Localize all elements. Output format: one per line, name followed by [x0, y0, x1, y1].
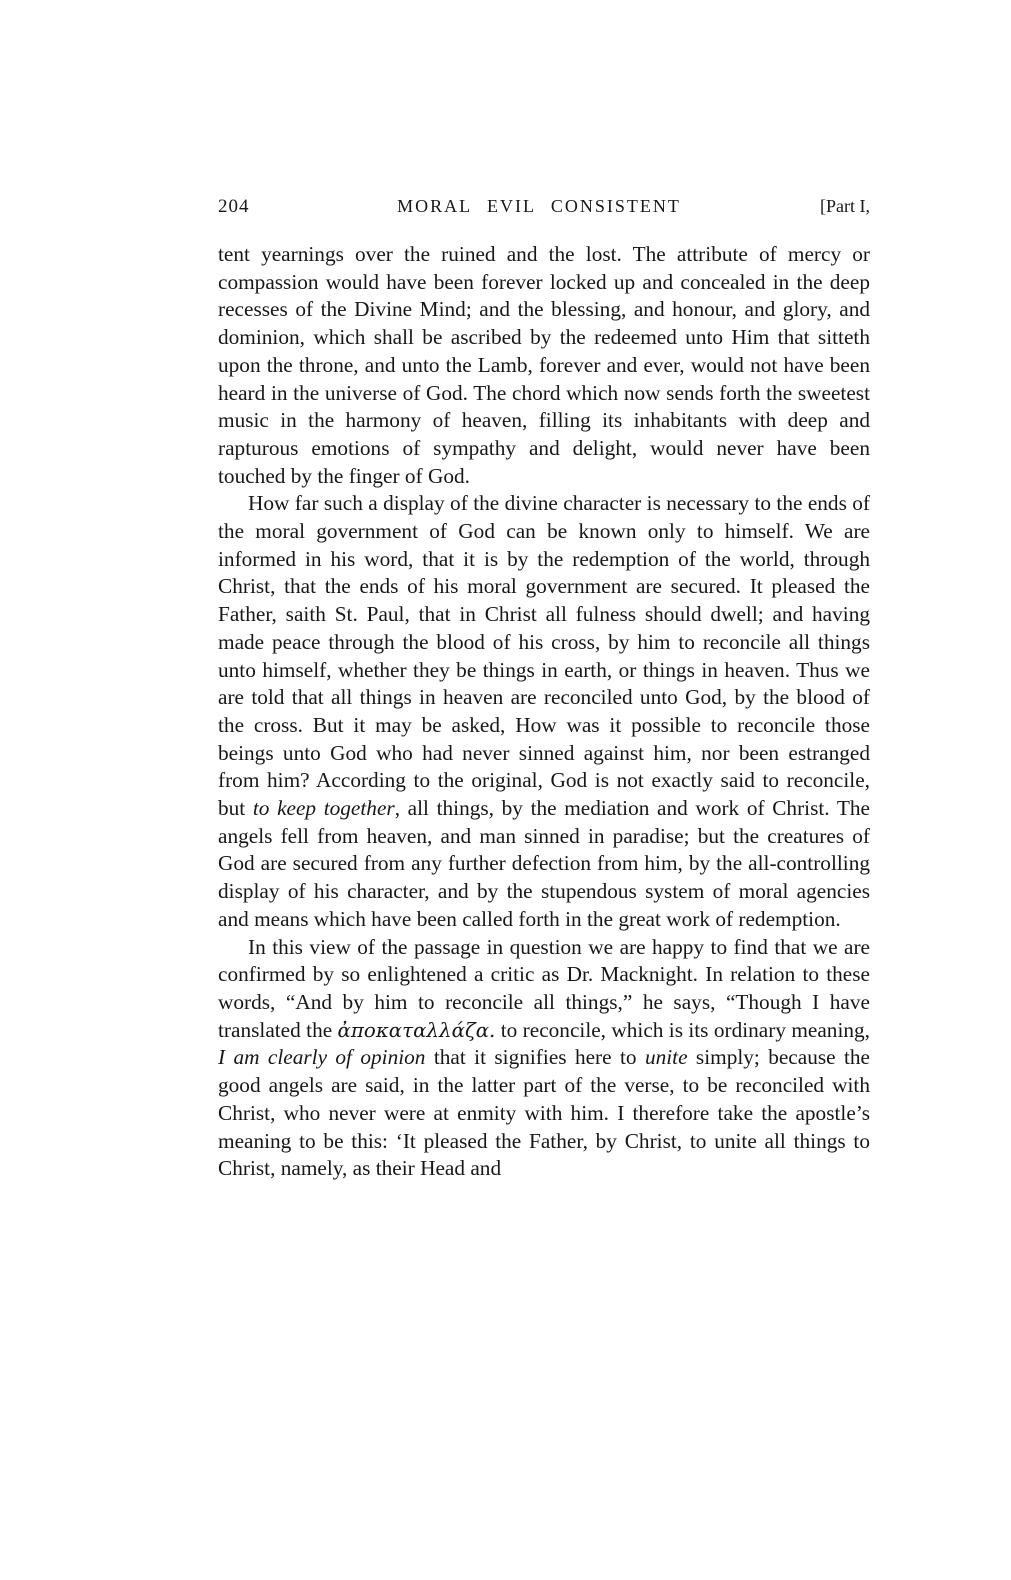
- running-header: [218, 196, 870, 218]
- text-run: tent yearnings over the ruined and the lost. The attribute of mercy or compassion would have been forever locked up and concealed in the deep recesses of the Divine Mind; and the blessing, and honour, and glory, and dominion, which shall be ascribed by the redeemed unto Him that sitteth upon the throne, and unto the Lamb, forever and ever, would not have been heard in the universe of God. The chord which now sends forth the sweetest music in the harmony of heaven, filling its inhabitants with deep and rapturous emotions of sympathy and delight, would never have been touched by the finger of God.: [218, 242, 870, 488]
- italic-run: I am clearly of opinion: [218, 1045, 426, 1070]
- running-title: MORAL EVIL CONSISTENT: [397, 196, 681, 216]
- paragraph: [218, 490, 870, 933]
- page-number: 204: [218, 196, 250, 217]
- body-text: [218, 241, 870, 1183]
- italic-run: unite: [644, 1045, 688, 1070]
- text-run: How far such a display of the divine character is necessary to the ends of the moral government of God can be known only to himself. We are informed in his word, that it is by the redemption of the world, through Christ, that the ends of his moral government are secured. It pleased the Father, saith St. Paul, that in Christ all fulness should dwell; and having made peace through the blood of his cross, by him to reconcile all things unto himself, whether they be things in earth, or things in heaven. Thus we are told that all things in heaven are reconciled unto God, by the blood of the cross. But it may be asked, How was it possible to reconcile those beings unto God who had never sinned against him, nor been estranged from him? According to the original, God is not exactly said to reconcile, but: [218, 491, 870, 821]
- part-label: [Part I,: [820, 196, 870, 216]
- text-run: simply; because the good angels are said, in the latter part of the verse, to be reconciled with Christ, who never were at enmity with him. I therefore take the apostle’s meaning to be this: ‘It pleased the Father, by Christ, to unite all things to Christ, namely, as their Head and: [218, 1045, 871, 1181]
- paragraph: [218, 934, 870, 1183]
- text-run: that it signifies here to: [425, 1045, 645, 1070]
- greek-italic-run: ἀποκαταλλάζα.: [337, 1018, 496, 1042]
- text-run: , all things, by the mediation and work of Christ. The angels fell from heaven, and man sinned in paradise; but the creatures of God are secured from any further defection from him, by the all-controlling display of his character, and by the stupendous system of moral agencies and means which have been called forth in the great work of redemption.: [218, 796, 870, 931]
- italic-run: to keep together: [252, 796, 395, 821]
- text-run: to reconcile, which is its ordinary meaning,: [495, 1017, 870, 1042]
- paragraph: [218, 241, 870, 490]
- text-run: In this view of the passage in question we are happy to find that we are confirmed by so enlightened a critic as Dr. Macknight. In relation to these words, “And by him to reconcile all things,” he says, “Though I have translated the: [218, 934, 870, 1042]
